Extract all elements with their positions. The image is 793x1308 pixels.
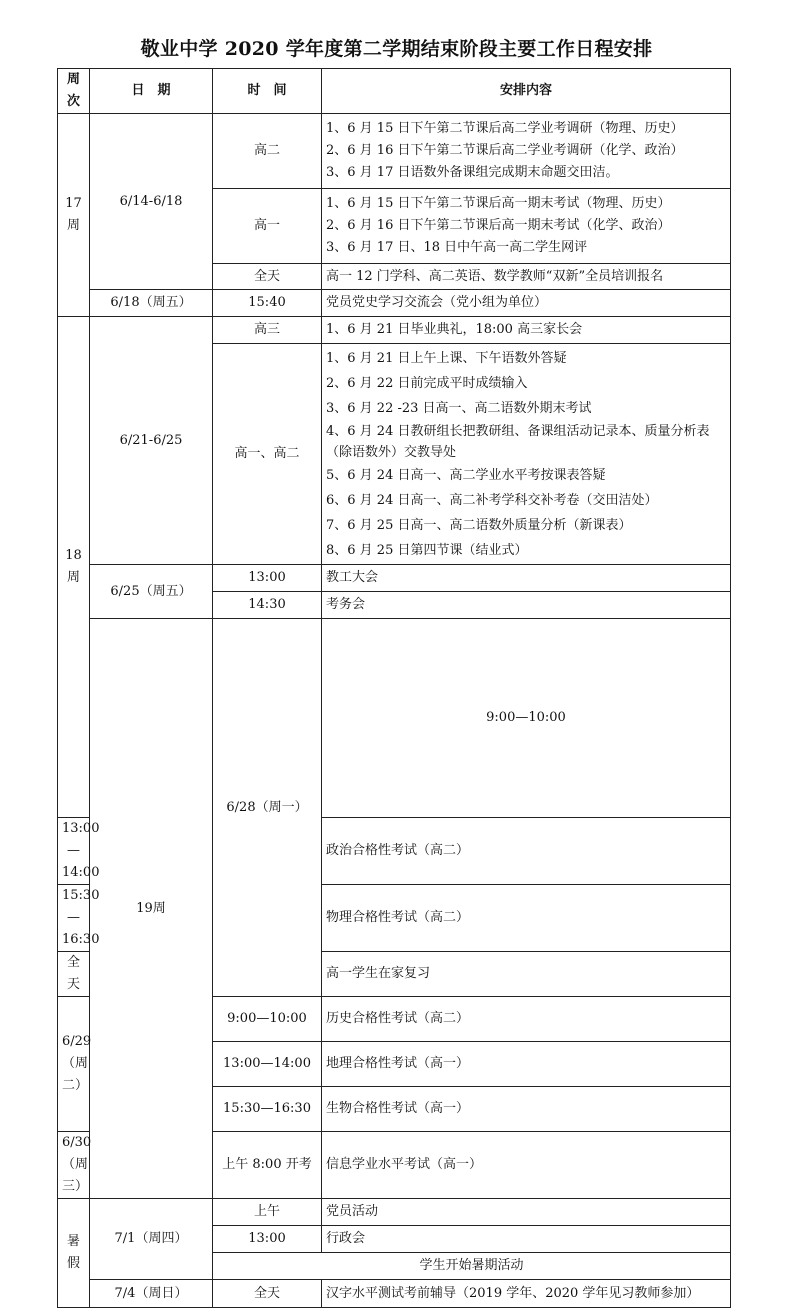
time-cell: 13:00 [213,1226,322,1253]
content-cell: 历史合格性考试（高二） [322,997,731,1042]
date-cell: 6/14-6/18 [90,114,213,290]
content-line: 1、6 月 15 日下午第二节课后高一期末考试（物理、历史） [326,196,671,211]
time-cell: 14:30 [213,592,322,619]
table-row [58,619,731,818]
content-cell [322,189,731,264]
table-row [58,565,731,592]
date-cell: 6/25（周五） [90,565,213,619]
date-cell: 6/28（周一） [213,619,322,997]
content-line: 3、6 月 22 -23 日高一、高二语数外期末考试 [326,400,592,416]
content-cell: 汉字水平测试考前辅导（2019 学年、2020 学年见习教师参加） [322,1280,731,1308]
time-cell: 9:00—10:00 [322,619,731,818]
content-cell: 1、6 月 21 日毕业典礼，18:00 高三家长会 [322,317,731,344]
content-line: 1、6 月 15 日下午第二节课后高二学业考调研（物理、历史） [326,121,684,136]
time-cell: 高一 [213,189,322,264]
time-cell: 15:40 [213,290,322,317]
time-cell: 全天 [58,952,90,997]
week-cell-summer: 暑假 [58,1199,90,1308]
time-cell: 13:00 [213,565,322,592]
content-cell [322,114,731,189]
header-date: 日 期 [90,69,213,114]
content-line: 2、6 月 22 日前完成平时成绩输入 [326,375,528,391]
content-cell: 信息学业水平考试（高一） [322,1132,731,1199]
table-row [58,1199,731,1226]
content-cell: 物理合格性考试（高二） [322,885,731,952]
content-cell: 学生开始暑期活动 [213,1253,731,1280]
content-cell: 党员活动 [322,1199,731,1226]
table-row [58,1280,731,1308]
time-cell: 15:30—16:30 [58,885,90,952]
date-cell: 6/30（周三） [58,1132,90,1199]
time-cell: 全天 [213,1280,322,1308]
time-cell: 高三 [213,317,322,344]
week-cell-19: 19周 [90,619,213,1199]
schedule-table [57,68,731,1308]
page-title: 敬业中学 2020 学年度第二学期结束阶段主要工作日程安排 [140,38,653,60]
header-week: 周次 [58,69,90,114]
content-cell: 高一 12 门学科、高二英语、数学教师“双新”全员培训报名 [322,264,731,290]
content-cell: 高一学生在家复习 [322,952,731,997]
date-cell: 6/18（周五） [90,290,213,317]
time-cell: 上午 8:00 开考 [213,1132,322,1199]
content-line: 8、6 月 25 日第四节课（结业式） [326,542,528,558]
content-cell: 教工大会 [322,565,731,592]
content-line: 4、6 月 24 日教研组长把教研组、备课组活动记录本、质量分析表（除语数外）交教导处 [326,423,710,460]
table-row [58,290,731,317]
content-cell: 地理合格性考试（高一） [322,1042,731,1087]
week-cell-17: 17周 [58,114,90,317]
content-line: 3、6 月 17 日、18 日中午高一高二学生网评 [326,240,588,255]
time-cell: 上午 [213,1199,322,1226]
table-row [58,114,731,189]
time-cell: 高一、高二 [213,344,322,565]
header-row [58,69,731,114]
content-cell: 考务会 [322,592,731,619]
time-cell: 高二 [213,114,322,189]
content-cell: 行政会 [322,1226,731,1253]
content-cell: 生物合格性考试（高一） [322,1087,731,1132]
table-row [58,317,731,344]
content-line: 6、6 月 24 日高一、高二补考学科交补考卷（交田洁处） [326,492,658,508]
time-cell: 9:00—10:00 [213,997,322,1042]
date-cell: 6/29（周二） [58,997,90,1132]
content-line: 2、6 月 16 日下午第二节课后高一期末考试（化学、政治） [326,218,671,233]
time-cell: 13:00—14:00 [58,818,90,885]
content-line: 5、6 月 24 日高一、高二学业水平考按课表答疑 [326,467,606,483]
header-time: 时 间 [213,69,322,114]
time-cell: 全天 [213,264,322,290]
header-content: 安排内容 [322,69,731,114]
time-cell: 15:30—16:30 [213,1087,322,1132]
content-line: 2、6 月 16 日下午第二节课后高二学业考调研（化学、政治） [326,143,684,158]
content-cell [322,344,731,565]
date-cell: 6/21-6/25 [90,317,213,565]
date-cell: 7/4（周日） [90,1280,213,1308]
content-cell: 党员党史学习交流会（党小组为单位） [322,290,731,317]
content-line: 1、6 月 21 日上午上课、下午语数外答疑 [326,350,567,366]
content-line: 3、6 月 17 日语数外备课组完成期末命题交田洁。 [326,165,619,180]
week-cell-18: 18周 [58,317,90,818]
content-line: 7、6 月 25 日高一、高二语数外质量分析（新课表） [326,517,632,533]
content-cell: 政治合格性考试（高二） [322,818,731,885]
time-cell: 13:00—14:00 [213,1042,322,1087]
date-cell: 7/1（周四） [90,1199,213,1280]
